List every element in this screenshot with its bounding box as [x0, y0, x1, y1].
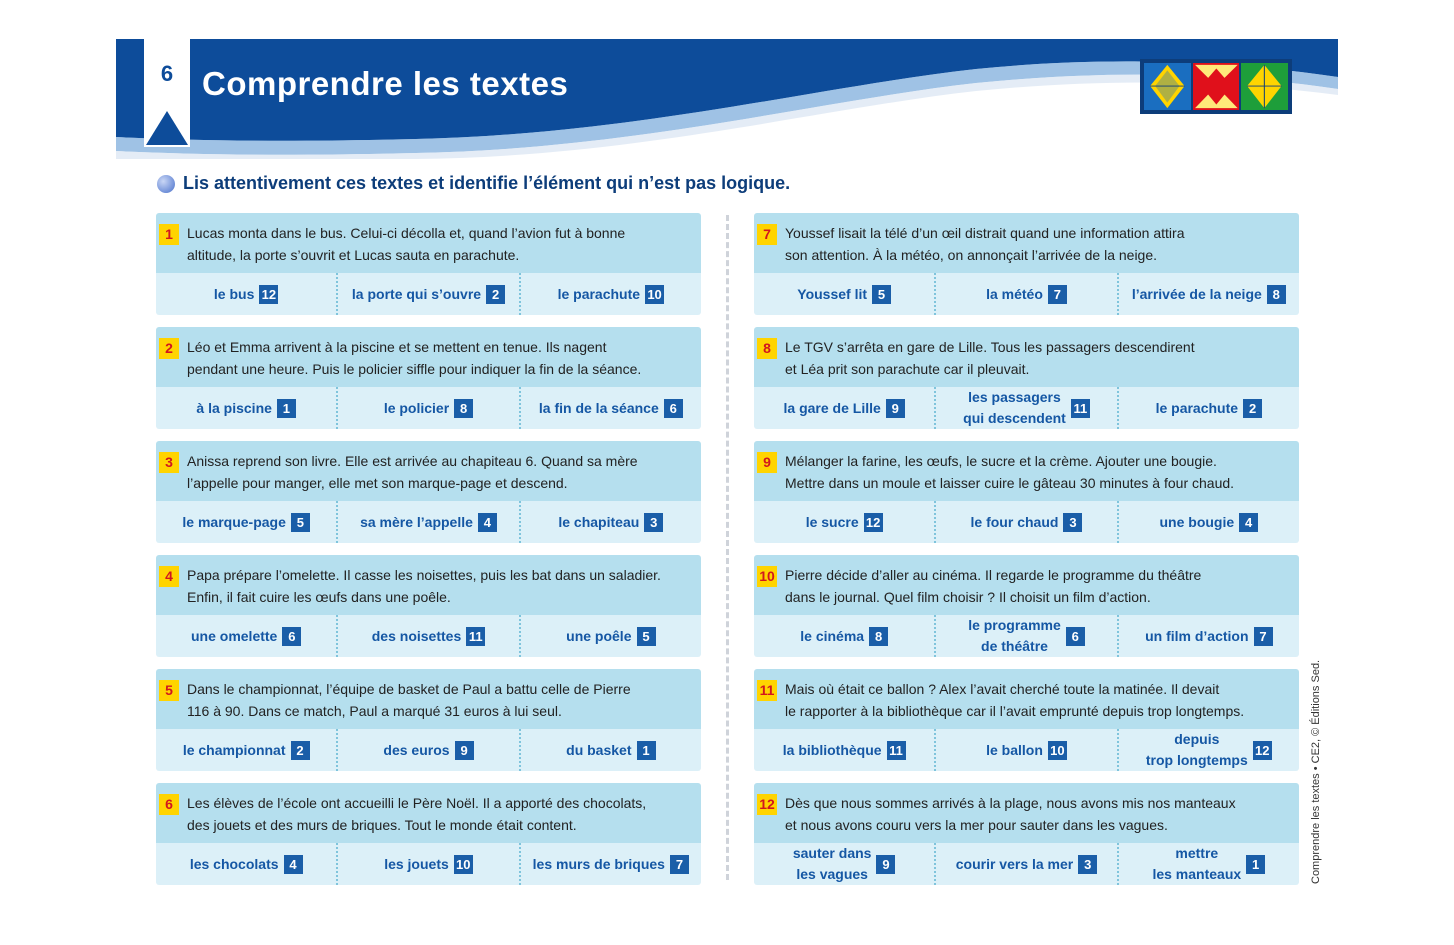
answer-option-number: 5: [872, 285, 891, 304]
answer-option-label: le policier: [383, 399, 450, 416]
answer-option-number: 3: [644, 513, 663, 532]
exercise-text-line: Papa prépare l’omelette. Il casse les noisettes, puis les bat dans un saladier.: [187, 567, 661, 583]
exercise-card: [754, 555, 1299, 657]
answer-option[interactable]: [936, 615, 1118, 657]
answer-option[interactable]: [754, 501, 936, 543]
exercise-text-line: altitude, la porte s’ouvrit et Lucas sauta en parachute.: [187, 247, 520, 263]
answer-option-number: 6: [1066, 627, 1085, 646]
answer-option-number: 12: [1253, 741, 1272, 760]
answer-options: [156, 273, 701, 315]
exercise-text-line: Anissa reprend son livre. Elle est arrivée au chapiteau 6. Quand sa mère: [187, 453, 638, 469]
exercise-number: 7: [757, 224, 777, 245]
answer-option-label: depuis trop longtemps: [1145, 731, 1248, 768]
answer-option-label: le cinéma: [800, 627, 865, 644]
answer-option[interactable]: [156, 843, 338, 885]
answer-option[interactable]: [1119, 729, 1299, 771]
answer-option-label: le programme de théâtre: [968, 617, 1061, 654]
exercise-card: [156, 213, 701, 315]
answer-option[interactable]: [754, 843, 936, 885]
page-header: [116, 39, 1338, 159]
answer-option-label: les jouets: [384, 855, 449, 872]
answer-option-number: 2: [291, 741, 310, 760]
answer-option-number: 9: [455, 741, 474, 760]
column-divider: [726, 215, 729, 880]
exercise-text-line: Lucas monta dans le bus. Celui-ci décolla et, quand l’avion fut à bonne: [187, 225, 626, 241]
answer-option[interactable]: [936, 501, 1118, 543]
exercise-number: 6: [159, 794, 179, 815]
exercise-number: 10: [757, 566, 777, 587]
page-number-tab: [144, 39, 190, 147]
answer-option-number: 4: [1239, 513, 1258, 532]
answer-options: [156, 387, 701, 429]
answer-option[interactable]: [754, 273, 936, 315]
answer-options: [156, 615, 701, 657]
exercise-text-line: Léo et Emma arrivent à la piscine et se mettent en tenue. Ils nagent: [187, 339, 607, 355]
answer-option-number: 8: [1267, 285, 1286, 304]
answer-option-label: le championnat: [182, 741, 286, 758]
exercise-text-box: [754, 327, 1299, 387]
answer-option-label: les passagers qui descendent: [963, 389, 1066, 426]
exercise-text-line: son attention. À la météo, on annonçait l’arrivée de la neige.: [785, 247, 1158, 263]
answer-option[interactable]: [754, 387, 936, 429]
exercise-card: [754, 327, 1299, 429]
answer-option[interactable]: [156, 729, 338, 771]
answer-option[interactable]: [156, 501, 338, 543]
exercise-number: 3: [159, 452, 179, 473]
answer-option[interactable]: [754, 729, 936, 771]
exercise-text-box: [754, 441, 1299, 501]
logo-green-diamond-icon: [1241, 63, 1288, 110]
answer-option-number: 1: [637, 741, 656, 760]
answer-option-label: une omelette: [190, 627, 278, 644]
answer-option-number: 9: [876, 855, 895, 874]
answer-option-label: le chapiteau: [558, 513, 640, 530]
answer-options: [754, 843, 1299, 885]
page-title: Comprendre les textes: [202, 65, 569, 102]
answer-option-label: les chocolats: [189, 855, 279, 872]
answer-option[interactable]: [338, 273, 520, 315]
exercise-number: 8: [757, 338, 777, 359]
answer-option[interactable]: [1119, 615, 1299, 657]
answer-option[interactable]: [1119, 501, 1299, 543]
answer-options: [754, 729, 1299, 771]
answer-options: [156, 729, 701, 771]
answer-option[interactable]: [338, 843, 520, 885]
answer-option-label: du basket: [566, 741, 632, 758]
answer-option-label: un film d’action: [1145, 627, 1249, 644]
answer-option-label: le parachute: [557, 285, 641, 302]
answer-option[interactable]: [936, 729, 1118, 771]
answer-option-label: la météo: [986, 285, 1043, 302]
answer-option-number: 7: [670, 855, 689, 874]
answer-option-number: 5: [637, 627, 656, 646]
answer-option-number: 10: [454, 855, 473, 874]
answer-option[interactable]: [1119, 387, 1299, 429]
instruction-text: Lis attentivement ces textes et identifie l’élément qui n’est pas logique.: [183, 173, 791, 193]
exercise-text-box: [156, 441, 701, 501]
exercise-card: [156, 327, 701, 429]
exercise-text-line: Dans le championnat, l’équipe de basket de Paul a battu celle de Pierre: [187, 681, 631, 697]
answer-option-number: 11: [887, 741, 906, 760]
answer-options: [156, 843, 701, 885]
exercise-text-box: [754, 555, 1299, 615]
exercise-card: [156, 441, 701, 543]
answer-options: [754, 387, 1299, 429]
answer-option-label: une poêle: [566, 627, 632, 644]
answer-option-number: 9: [886, 399, 905, 418]
exercise-text-line: Enfin, il fait cuire les œufs dans une poêle.: [187, 589, 451, 605]
answer-option-number: 7: [1048, 285, 1067, 304]
answer-option-number: 1: [1246, 855, 1265, 874]
exercise-number: 11: [757, 680, 777, 701]
answer-option-label: Youssef lit: [797, 285, 868, 302]
page-number: 6: [160, 61, 174, 86]
side-caption: Comprendre les textes • CE2, © Éditions Sed.: [1310, 659, 1322, 884]
answer-options: [754, 615, 1299, 657]
exercise-text-line: Pierre décide d’aller au cinéma. Il regarde le programme du théâtre: [785, 567, 1202, 583]
answer-option[interactable]: [521, 729, 701, 771]
answer-option-number: 10: [1048, 741, 1067, 760]
answer-option-number: 7: [1254, 627, 1273, 646]
instruction: [157, 173, 790, 194]
exercise-text-line: Mélanger la farine, les œufs, le sucre et la crème. Ajouter une bougie.: [785, 453, 1217, 469]
exercise-text-line: Mais où était ce ballon ? Alex l’avait cherché toute la matinée. Il devait: [785, 681, 1220, 697]
answer-option-label: les murs de briques: [532, 855, 665, 872]
answer-option-number: 4: [478, 513, 497, 532]
answer-option-label: sauter dans les vagues: [792, 845, 872, 882]
answer-option-number: 2: [486, 285, 505, 304]
exercise-text-line: et nous avons couru vers la mer pour sauter dans les vagues.: [785, 817, 1168, 833]
answer-option-number: 5: [291, 513, 310, 532]
answer-option[interactable]: [156, 615, 338, 657]
answer-option-label: le marque-page: [182, 513, 286, 530]
answer-option-label: la porte qui s’ouvre: [351, 285, 482, 302]
exercise-text-line: pendant une heure. Puis le policier siffle pour indiquer la fin de la séance.: [187, 361, 642, 377]
answer-option[interactable]: [936, 843, 1118, 885]
answer-option-number: 3: [1063, 513, 1082, 532]
answer-option-label: le ballon: [986, 741, 1043, 758]
answer-option-number: 8: [869, 627, 888, 646]
answer-option[interactable]: [338, 615, 520, 657]
answer-option[interactable]: [156, 387, 338, 429]
answer-option-label: courir vers la mer: [955, 855, 1074, 872]
answer-option-label: sa mère l’appelle: [360, 513, 473, 530]
answer-option[interactable]: [338, 729, 520, 771]
answer-option-label: la gare de Lille: [783, 399, 881, 416]
logo-blue-diamond-icon: [1144, 63, 1191, 110]
answer-option[interactable]: [156, 273, 338, 315]
answer-option-number: 1: [277, 399, 296, 418]
answer-option-label: le four chaud: [970, 513, 1059, 530]
answer-option-number: 6: [282, 627, 301, 646]
answer-option-label: l’arrivée de la neige: [1131, 285, 1262, 302]
answer-option-number: 11: [1071, 399, 1090, 418]
bullet-icon: [157, 175, 175, 193]
exercise-text-line: le rapporter à la bibliothèque car il l’avait emprunté depuis trop longtemps.: [785, 703, 1245, 719]
answer-option[interactable]: [936, 273, 1118, 315]
answer-option-label: la fin de la séance: [538, 399, 659, 416]
answer-option-label: à la piscine: [196, 399, 272, 416]
answer-option[interactable]: [521, 615, 701, 657]
answer-option-number: 6: [664, 399, 683, 418]
exercise-card: [156, 555, 701, 657]
answer-option-label: une bougie: [1159, 513, 1235, 530]
diamond-logo: [1140, 59, 1292, 114]
exercise-text-line: Les élèves de l’école ont accueilli le Père Noël. Il a apporté des chocolats,: [187, 795, 647, 811]
page-tab-triangle-icon: [146, 111, 188, 145]
exercise-text-line: Mettre dans un moule et laisser cuire le gâteau 30 minutes à four chaud.: [785, 475, 1235, 491]
answer-option[interactable]: [338, 387, 520, 429]
logo-red-diamond-icon: [1193, 63, 1240, 110]
exercise-number: 2: [159, 338, 179, 359]
answer-option[interactable]: [936, 387, 1118, 429]
exercise-text-box: [754, 783, 1299, 843]
exercise-text-line: des jouets et des murs de briques. Tout le monde était content.: [187, 817, 577, 833]
exercise-text-line: Dès que nous sommes arrivés à la plage, nous avons mis nos manteaux: [785, 795, 1236, 811]
exercise-text-line: 116 à 90. Dans ce match, Paul a marqué 31 euros à lui seul.: [187, 703, 562, 719]
answer-option-number: 3: [1078, 855, 1097, 874]
exercise-text-line: et Léa prit son parachute car il pleuvait.: [785, 361, 1030, 377]
exercise-text-box: [754, 213, 1299, 273]
answer-option[interactable]: [1119, 843, 1299, 885]
exercise-number: 9: [757, 452, 777, 473]
exercise-card: [754, 441, 1299, 543]
exercise-number: 12: [757, 794, 777, 815]
answer-options: [754, 273, 1299, 315]
exercise-card: [156, 669, 701, 771]
exercise-text-box: [156, 327, 701, 387]
exercise-text-line: dans le journal. Quel film choisir ? Il choisit un film d’action.: [785, 589, 1151, 605]
answer-option-label: des euros: [383, 741, 450, 758]
exercise-text-box: [156, 669, 701, 729]
answer-option[interactable]: [338, 501, 520, 543]
answer-option-number: 8: [454, 399, 473, 418]
exercise-text-box: [156, 213, 701, 273]
exercise-text-box: [156, 783, 701, 843]
answer-option-number: 11: [466, 627, 485, 646]
exercise-text-line: Le TGV s’arrêta en gare de Lille. Tous les passagers descendirent: [785, 339, 1195, 355]
answer-option[interactable]: [521, 501, 701, 543]
answer-option-number: 10: [645, 285, 664, 304]
exercise-card: [754, 783, 1299, 885]
answer-option-number: 2: [1243, 399, 1262, 418]
exercise-card: [156, 783, 701, 885]
exercise-text-box: [156, 555, 701, 615]
answer-option[interactable]: [521, 273, 701, 315]
answer-option-label: le sucre: [805, 513, 859, 530]
answer-option-number: 4: [284, 855, 303, 874]
answer-option[interactable]: [1119, 273, 1299, 315]
answer-options: [754, 501, 1299, 543]
answer-option-label: la bibliothèque: [782, 741, 882, 758]
answer-option-label: des noisettes: [371, 627, 462, 644]
answer-option-label: mettre les manteaux: [1152, 845, 1242, 882]
exercise-text-box: [754, 669, 1299, 729]
answer-option[interactable]: [754, 615, 936, 657]
answer-option[interactable]: [521, 843, 701, 885]
exercise-number: 5: [159, 680, 179, 701]
exercise-number: 4: [159, 566, 179, 587]
exercise-text-line: l’appelle pour manger, elle met son marque-page et descend.: [187, 475, 568, 491]
answer-option-label: le parachute: [1155, 399, 1239, 416]
exercise-number: 1: [159, 224, 179, 245]
answer-option-label: le bus: [213, 285, 255, 302]
answer-option-number: 12: [259, 285, 278, 304]
answer-options: [156, 501, 701, 543]
answer-option-number: 12: [864, 513, 883, 532]
exercise-text-line: Youssef lisait la télé d’un œil distrait quand une information attira: [785, 225, 1185, 241]
exercise-card: [754, 213, 1299, 315]
answer-option[interactable]: [521, 387, 701, 429]
exercise-card: [754, 669, 1299, 771]
